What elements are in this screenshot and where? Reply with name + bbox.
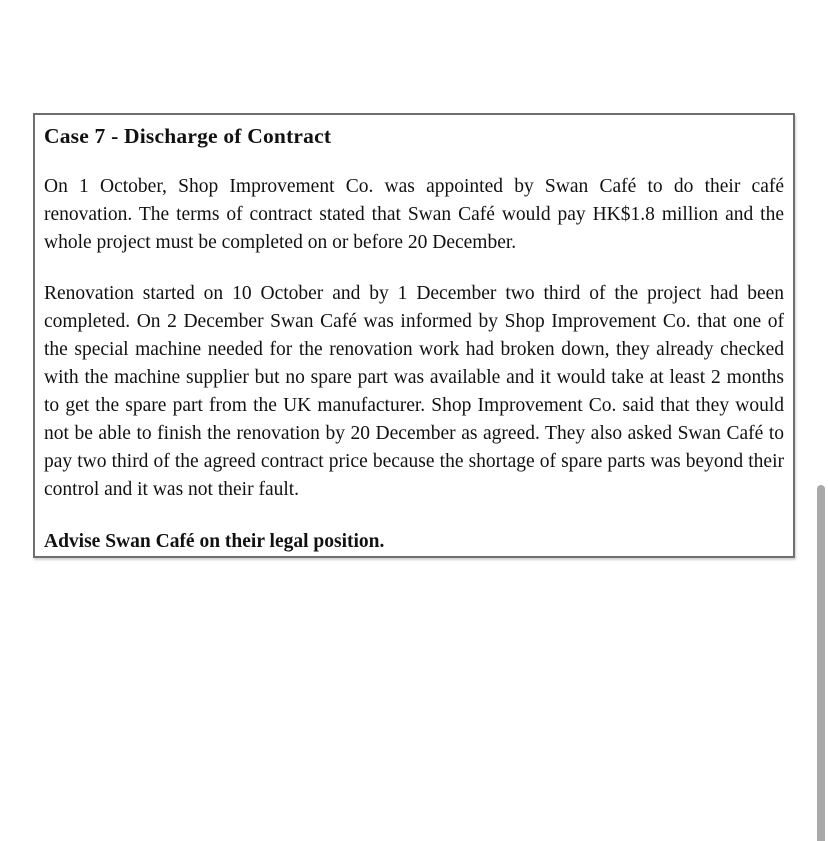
case-title: Case 7 - Discharge of Contract [44, 124, 332, 148]
case-question: Advise Swan Café on their legal position. [44, 531, 385, 552]
case-paragraph-1: On 1 October, Shop Improvement Co. was appointed by Swan Café to do their café renovation. The terms of contract stated that Swan Café would pay HK$1.8 million and the whole project must be completed on or before 20 December. [44, 176, 784, 253]
scrollbar[interactable] [814, 0, 828, 841]
scrollbar-thumb[interactable] [817, 485, 825, 841]
case-box [33, 113, 795, 558]
case-paragraph-2: Renovation started on 10 October and by 1 December two third of the project had been completed. On 2 December Swan Café was informed by Shop Improvement Co. that one of the special machine needed for the renovation work had broken down, they already checked with the machine supplier but no spare part was available and it would take at least 2 months to get the spare part from the UK manufacturer. Shop Improvement Co. said that they would not be able to finish the renovation by 20 December as agreed. They also asked Swan Café to pay two third of the agreed contract price because the shortage of spare parts was beyond their control and it was not their fault. [44, 283, 784, 500]
